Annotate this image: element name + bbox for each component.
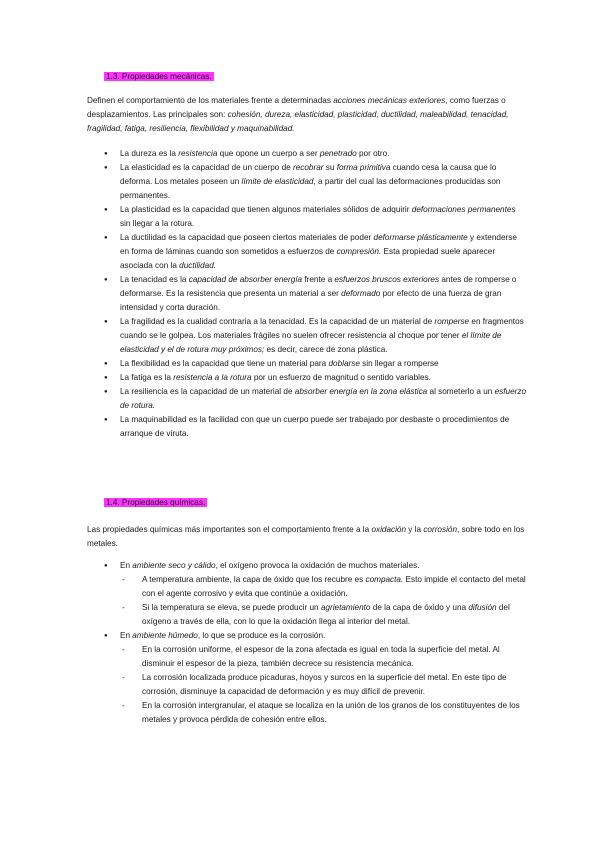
text-run: del oxígeno a través de ella, con lo que la oxidación llega al interior del metal.	[142, 603, 510, 626]
list-item-flexibility	[87, 357, 527, 371]
text-run: La tenacidad es la	[120, 275, 189, 284]
list-item-toughness	[87, 273, 527, 315]
chemical-properties-list	[87, 559, 527, 727]
list-item-dry-environment	[87, 559, 527, 629]
italic-text: difusión	[468, 603, 497, 612]
italic-text: ductilidad.	[179, 261, 217, 270]
text-run: , como fuerzas o desplazamientos. Las principales son:	[87, 96, 506, 119]
text-run: En	[120, 631, 133, 640]
text-run: La corrosión localizada produce picaduras, hoyos y surcos en la superficie del metal. En este tipo de corrosión, disminuye la capacidad de deformación y es muy difícil de prevenir.	[142, 673, 507, 696]
italic-text: recobrar	[292, 163, 324, 172]
text-run: En	[120, 561, 133, 570]
list-item-fatigue	[87, 371, 527, 385]
italic-text: esfuerzo de rotura.	[120, 387, 526, 410]
italic-text: el límite de elasticidad y el de rotura muy próximos;	[120, 331, 502, 354]
italic-text: agrietamiento	[320, 603, 371, 612]
italic-text: compacta.	[365, 575, 404, 584]
italic-text: doblarse	[328, 359, 360, 368]
text-run: En la corrosión intergranular, el ataque se localiza en la unión de los granos de los constituyentes de los metales y provoca pérdida de cohesión entre ellos.	[142, 701, 520, 724]
text-run: , lo que se produce es la corrosión.	[197, 631, 326, 640]
list-item-machinability	[87, 413, 527, 441]
sublist-item-uniform-corrosion	[120, 643, 527, 671]
italic-text: esfuerzos bruscos exteriores	[334, 275, 440, 284]
text-run: La maquinabilidad es la facilidad con que un cuerpo puede ser trabajado por desbaste o procedimientos de arranque de viruta.	[120, 415, 510, 438]
list-item-text	[120, 631, 325, 640]
text-run: La elasticidad es la capacidad de un cuerpo de	[120, 163, 293, 172]
italic-text: forma primitiva	[336, 163, 391, 172]
text-run: Esta propiedad suele aparecer asociada con la	[120, 247, 496, 270]
list-item-text	[120, 561, 420, 570]
chemical-intro-paragraph	[87, 523, 527, 551]
text-run: Las propiedades químicas más importantes son el comportamiento frente a la	[87, 525, 372, 534]
italic-text: deformarse plásticamente	[373, 233, 468, 242]
italic-text: ambiente húmedo	[132, 631, 198, 640]
text-run: La fatiga es la	[120, 373, 174, 382]
text-run: , sobre todo en los metales.	[87, 525, 525, 548]
text-run: por otro.	[356, 149, 390, 158]
list-item-brittleness	[87, 315, 527, 357]
text-run: frente a	[302, 275, 335, 284]
italic-text: resistencia a la rotura	[173, 373, 252, 382]
italic-text: corrosión	[423, 525, 458, 534]
italic-text: resistencia	[178, 149, 218, 158]
text-run: es decir, carece de zona plástica.	[264, 345, 388, 354]
list-item-ductility	[87, 231, 527, 273]
text-run: al someterlo a un	[427, 387, 495, 396]
italic-text: ambiente seco y cálido	[132, 561, 216, 570]
text-run: Si la temperatura se eleva, se puede producir un	[142, 603, 321, 612]
sublist-item-high-temperature	[120, 601, 527, 629]
text-run: por un esfuerzo de magnitud o sentido variables.	[251, 373, 431, 382]
text-run: y la	[406, 525, 424, 534]
italic-text: romperse	[434, 317, 470, 326]
italic-text: capacidad de absorber energía	[188, 275, 303, 284]
sublist-dry-environment	[120, 573, 527, 629]
list-item-elasticity	[87, 161, 527, 203]
text-run: su	[323, 163, 337, 172]
italic-text: deformado	[341, 289, 381, 298]
italic-text: cohesión, dureza, elasticidad, plasticidad, ductilidad, maleabilidad, tenacidad, fragilidad, fatiga, resiliencia, flexibilidad y maquinabilidad.	[87, 110, 509, 133]
italic-text: deformaciones permanentes	[411, 205, 516, 214]
text-run: La flexibilidad es la capacidad que tiene un material para	[120, 359, 329, 368]
list-item-hardness	[87, 147, 527, 161]
text-run: en fragmentos cuando se le golpea. Los materiales frágiles no suelen ofrecer resistencia al choque por tener	[120, 317, 524, 340]
section-heading-mechanical: 1.3. Propiedades mecánicas.	[106, 72, 212, 81]
text-run: y extenderse en forma de láminas cuando son sometidos a esfuerzos de	[120, 233, 517, 256]
text-run: por efecto de una fuerza de gran intensidad y corta duración.	[120, 289, 502, 312]
mechanical-properties-list	[87, 147, 527, 441]
list-item-plasticity	[87, 203, 527, 231]
italic-text: oxidación	[371, 525, 407, 534]
list-item-humid-environment	[87, 629, 527, 727]
section-heading-chemical: 1.4. Propiedades químicas.	[106, 498, 206, 507]
italic-text: acciones mecánicas exteriores	[333, 96, 446, 105]
sublist-item-room-temperature	[120, 573, 527, 601]
sublist-humid-environment	[120, 643, 527, 727]
text-run: que opone un cuerpo a ser	[217, 149, 320, 158]
text-run: de la capa de óxido y una	[370, 603, 469, 612]
sublist-item-localized-corrosion	[120, 671, 527, 699]
list-item-resilience	[87, 385, 527, 413]
italic-text: absorber energía en la zona elástica	[294, 387, 428, 396]
sublist-item-intergranular-corrosion	[120, 699, 527, 727]
text-run: antes de romperse o deformarse. Es la resistencia que presenta un material a ser	[120, 275, 517, 298]
italic-text: límite de elasticidad	[241, 177, 314, 186]
italic-text: compresión.	[336, 247, 382, 256]
text-run: sin llegar a la rotura.	[120, 219, 195, 228]
text-run: La resiliencia es la capacidad de un material de	[120, 387, 295, 396]
text-run: sin llegar a romperse	[359, 359, 439, 368]
text-run: La dureza es la	[120, 149, 179, 158]
text-run: Definen el comportamiento de los materiales frente a determinadas	[87, 96, 334, 105]
text-run: Esto impide el contacto del metal con el agente corrosivo y evita que continúe a oxidación.	[142, 575, 526, 598]
italic-text: penetrado	[319, 149, 357, 158]
text-run: , el oxígeno provoca la oxidación de muchos materiales.	[215, 561, 420, 570]
text-run: A temperatura ambiente, la capa de óxido que los recubre es	[142, 575, 366, 584]
text-run: La fragilidad es la cualidad contraria a la tenacidad. Es la capacidad de un material de	[120, 317, 435, 326]
text-run: cuando cesa la causa que lo deforma. Los metales poseen un	[120, 163, 497, 186]
mechanical-intro-paragraph	[87, 94, 527, 136]
text-run: En la corrosión uniforme, el espesor de la zona afectada es igual en toda la superficie del metal. Al disminuir el espesor de la pieza, también decrece su resistencia mecánica.	[142, 645, 500, 668]
text-run: La ductilidad es la capacidad que poseen ciertos materiales de poder	[120, 233, 374, 242]
text-run: La plasticidad es la capacidad que tienen algunos materiales sólidos de adquirir	[120, 205, 412, 214]
text-run: , a partir del cual las deformaciones producidas son permanentes.	[120, 177, 501, 200]
